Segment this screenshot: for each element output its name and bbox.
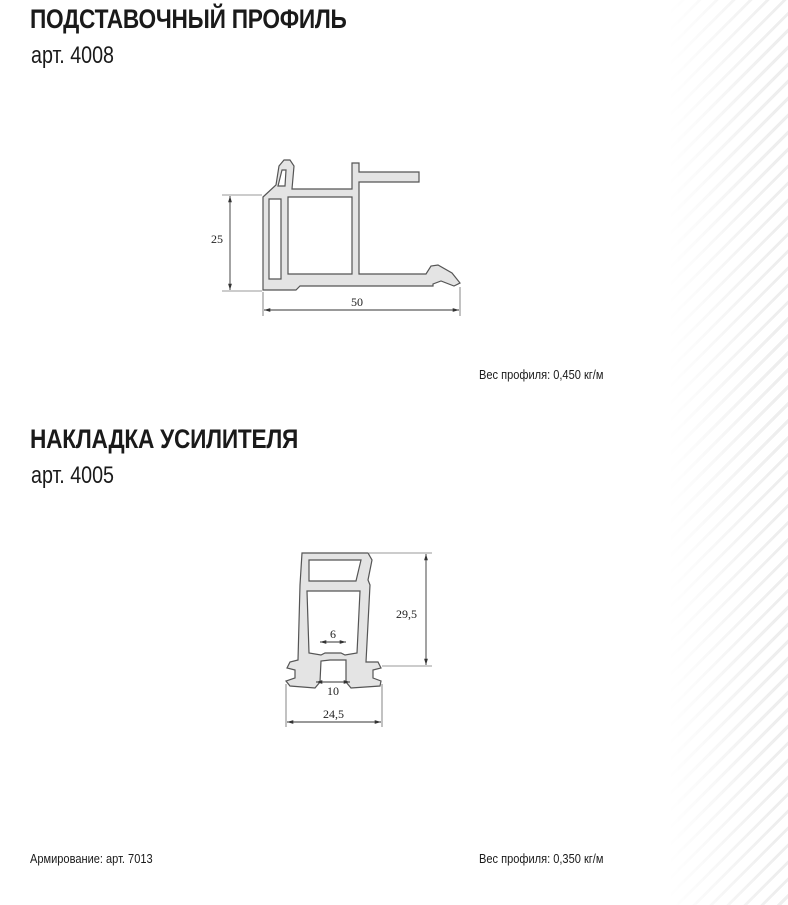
reinforcement-cover-upper-chamber (309, 560, 361, 581)
article-number-4005: арт. 4005 (31, 462, 115, 489)
article-number-4008: арт. 4008 (31, 42, 115, 69)
dimension-inner-gap-label: 6 (330, 627, 336, 641)
dimension-width-label: 24,5 (323, 707, 344, 721)
dimension-height-label: 25 (211, 232, 223, 246)
section-title-stand-profile: ПОДСТАВОЧНЫЙ ПРОФИЛЬ (30, 4, 347, 34)
reinforcement-cover-inner-cavity (307, 591, 360, 655)
weight-label-4008: Вес профиля: 0,450 кг/м (479, 367, 604, 382)
stand-profile-chamber (288, 197, 352, 274)
reinforcement-cover-drawing (286, 553, 432, 727)
stand-profile-slot (269, 199, 281, 279)
dimension-base-gap-label: 10 (327, 684, 339, 698)
dimension-height-label: 29,5 (396, 607, 417, 621)
reinforcement-label: Армирование: арт. 7013 (30, 851, 153, 866)
dimension-width-label: 50 (351, 295, 363, 309)
stand-profile-drawing (211, 160, 460, 316)
weight-label-4005: Вес профиля: 0,350 кг/м (479, 851, 604, 866)
section-title-reinforcement-cover: НАКЛАДКА УСИЛИТЕЛЯ (30, 424, 299, 454)
